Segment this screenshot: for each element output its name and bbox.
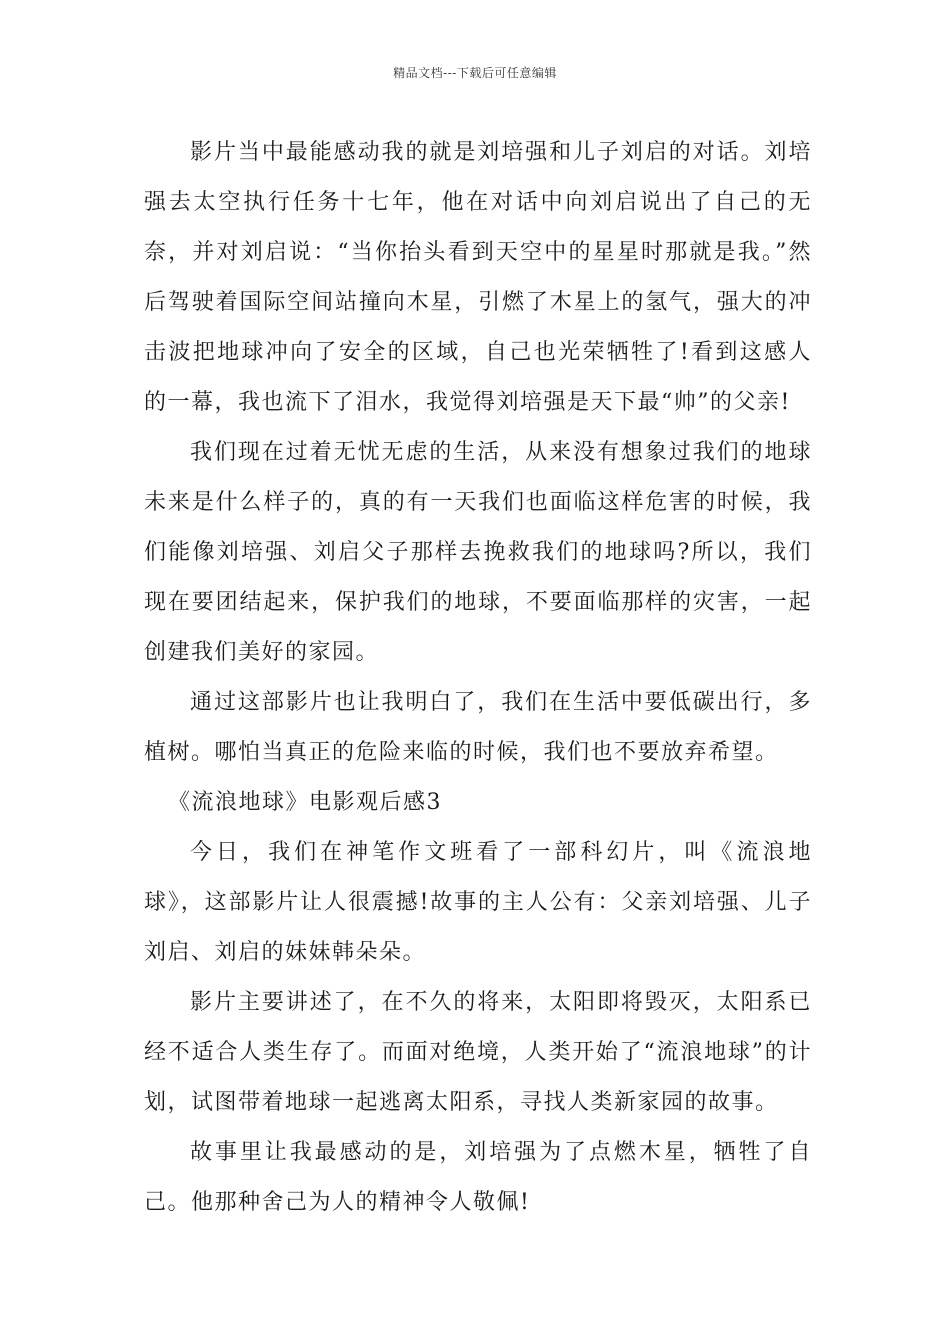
paragraph: 影片主要讲述了，在不久的将来，太阳即将毁灭，太阳系已经不适合人类生存了。而面对绝境，人类开始了“流浪地球”的计划，试图带着地球一起逃离太阳系，寻找人类新家园的故事。 <box>144 990 812 1115</box>
page-header: 精品文档---下载后可任意编辑 <box>393 66 557 80</box>
document-body <box>144 128 812 1228</box>
paragraph: 故事里让我最感动的是，刘培强为了点燃木星，牺牲了自己。他那种舍己为人的精神令人敬佩! <box>144 1140 812 1215</box>
paragraph: 影片当中最能感动我的就是刘培强和儿子刘启的对话。刘培强去太空执行任务十七年，他在对话中向刘启说出了自己的无奈，并对刘启说：“当你抬头看到天空中的星星时那就是我。”然后驾驶着国际空间站撞向木星，引燃了木星上的氢气，强大的冲击波把地球冲向了安全的区域，自己也光荣牺牲了!看到这感人的一幕，我也流下了泪水，我觉得刘培强是天下最“帅”的父亲! <box>144 140 812 415</box>
paragraph: 我们现在过着无忧无虑的生活，从来没有想象过我们的地球未来是什么样子的，真的有一天我们也面临这样危害的时候，我们能像刘培强、刘启父子那样去挽救我们的地球吗?所以，我们现在要团结起来，保护我们的地球，不要面临那样的灾害，一起创建我们美好的家园。 <box>144 440 812 665</box>
section-title: 《流浪地球》电影观后感3 <box>168 790 442 815</box>
paragraph: 通过这部影片也让我明白了，我们在生活中要低碳出行，多植树。哪怕当真正的危险来临的时候，我们也不要放弃希望。 <box>144 690 812 765</box>
paragraph: 今日，我们在神笔作文班看了一部科幻片，叫《流浪地球》，这部影片让人很震撼!故事的主人公有：父亲刘培强、儿子刘启、刘启的妹妹韩朵朵。 <box>144 840 812 965</box>
